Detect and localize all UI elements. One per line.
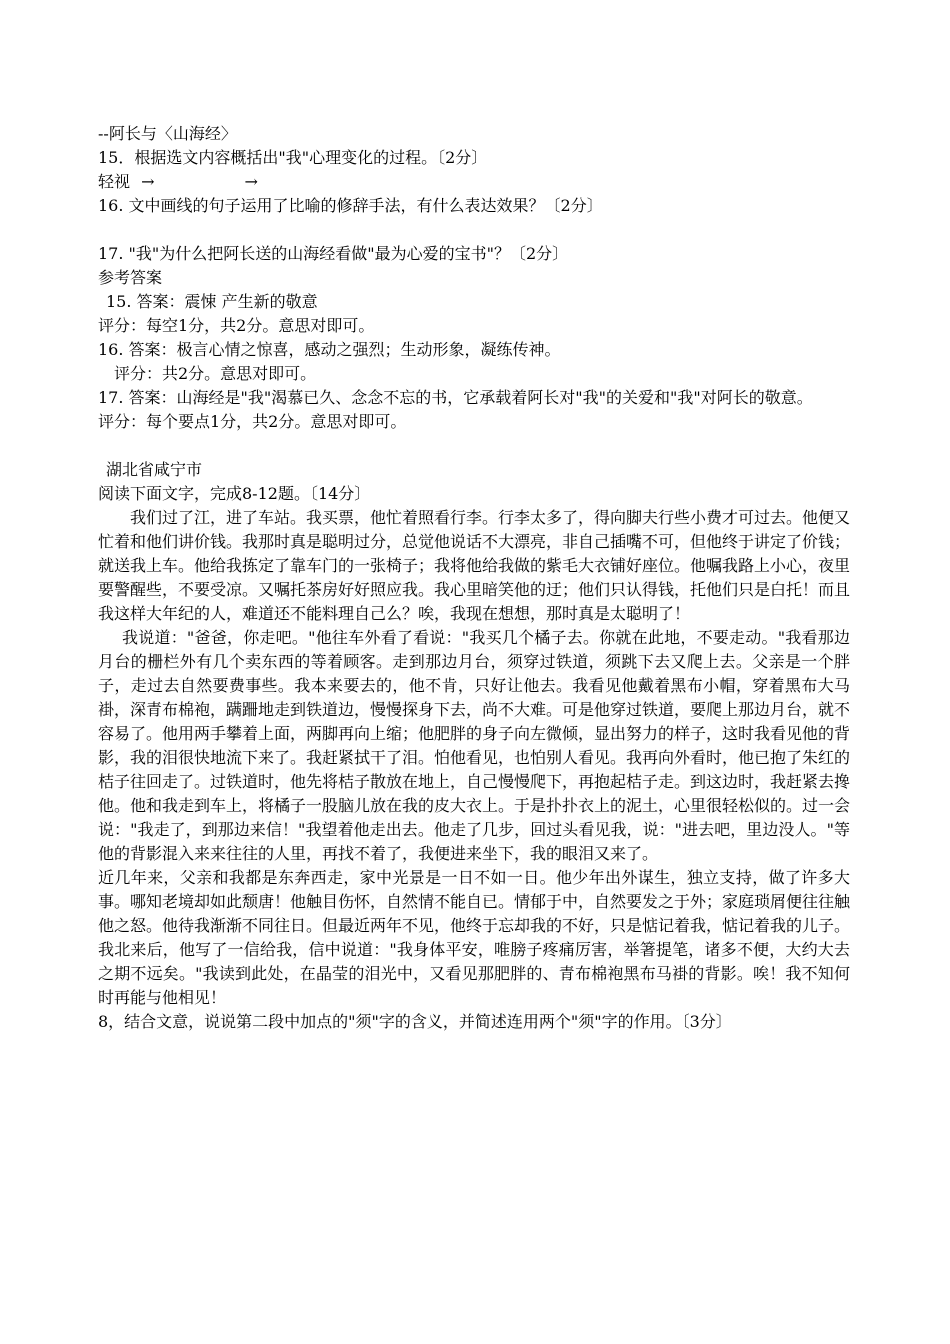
spacer [98,434,850,458]
question-15-blanks [98,170,850,194]
question-16: 16. 文中画线的句子运用了比喻的修辞手法，有什么表达效果？〔2分〕 [98,196,603,215]
passage-paragraph-1: 我们过了江，进了车站。我买票，他忙着照看行李。行李太多了，得向脚夫行些小费才可过去。他便又忙着和他们讲价钱。我那时真是聪明过分，总觉他说话不大漂亮，非自己插嘴不可，但他终于讲定了价钱；就送我上车。他给我拣定了靠车门的一张椅子；我将他给我做的紫毛大衣铺好座位。他嘱我路上小心，夜里要警醒些，不要受凉。又嘱托茶房好好照应我。我心里暗笑他的迂；他们只认得钱，托他们只是白托！而且我这样大年纪的人，难道还不能料理自己么？唉，我现在想想，那时真是太聪明了！ [98,508,851,623]
answer-15: 15. 答案：震悚 产生新的敬意 [106,292,318,311]
score-16: 评分：共2分。意思对即可。 [114,364,317,383]
reading-instruction: 阅读下面文字，完成8-12题。〔14分〕 [98,484,371,503]
arrow-1: → [141,172,155,191]
score-15: 评分：每空1分，共2分。意思对即可。 [98,316,375,335]
question-8: 8，结合文意，说说第二段中加点的"须"字的含义，并简述连用两个"须"字的作用。〔3分〕 [98,1012,732,1031]
spacer [98,218,850,242]
document-page [98,122,850,1034]
question-15: 15．根据选文内容概括出"我"心理变化的过程。〔2分〕 [98,148,488,167]
answer-16: 16. 答案：极言心情之惊喜，感动之强烈；生动形象，凝练传神。 [98,340,561,359]
question-17: 17. "我"为什么把阿长送的山海经看做"最为心爱的宝书"？〔2分〕 [98,244,569,263]
passage-paragraph-2: 我说道："爸爸，你走吧。"他往车外看了看说："我买几个橘子去。你就在此地，不要走动。"我看那边月台的栅栏外有几个卖东西的等着顾客。走到那边月台，须穿过铁道，须跳下去又爬上去。父亲是一个胖子，走过去自然要费事些。我本来要去的，他不肯，只好让他去。我看见他戴着黑布小帽，穿着黑布大马褂，深青布棉袍，蹒跚地走到铁道边，慢慢探身下去，尚不大难。可是他穿过铁道，要爬上那边月台，就不容易了。他用两手攀着上面，两脚再向上缩；他肥胖的身子向左微倾，显出努力的样子，这时我看见他的背影，我的泪很快地流下来了。我赶紧拭干了泪。怕他看见，也怕别人看见。我再向外看时，他已抱了朱红的桔子往回走了。过铁道时，他先将桔子散放在地上，自己慢慢爬下，再抱起桔子走。到这边时，我赶紧去搀他。他和我走到车上，将橘子一股脑儿放在我的皮大衣上。于是扑扑衣上的泥土，心里很轻松似的。过一会说："我走了，到那边来信！"我望着他走出去。他走了几步，回过头看见我，说："进去吧，里边没人。"等他的背影混入来来往往的人里，再找不着了，我便进来坐下，我的眼泪又来了。 [98,628,851,863]
passage-paragraph-3: 近几年来，父亲和我都是东奔西走，家中光景是一日不如一日。他少年出外谋生，独立支持，做了许多大事。哪知老境却如此颓唐！他触目伤怀，自然情不能自已。情郁于中，自然要发之于外；家庭琐屑便往往触他之怒。他待我渐渐不同往日。但最近两年不见，他终于忘却我的不好，只是惦记着我，惦记着我的儿子。我北来后，他写了一信给我，信中说道："我身体平安，唯膀子疼痛厉害，举箸提笔，诸多不便，大约大去之期不远矣。"我读到此处，在晶莹的泪光中，又看见那肥胖的、青布棉袍黑布马褂的背影。唉！我不知何时再能与他相见！ [98,868,851,1007]
answer-17: 17. 答案：山海经是"我"渴慕已久、念念不忘的书，它承载着阿长对"我"的关爱和"我"对阿长的敬意。 [98,388,813,407]
region-heading: 湖北省咸宁市 [106,460,203,479]
score-17: 评分：每个要点1分，共2分。意思对即可。 [98,412,407,431]
arrow-2: → [244,172,258,191]
blank-start-word: 轻视 [98,172,131,191]
source-title: --阿长与〈山海经〉 [98,124,237,143]
reference-answer-heading: 参考答案 [98,268,163,287]
